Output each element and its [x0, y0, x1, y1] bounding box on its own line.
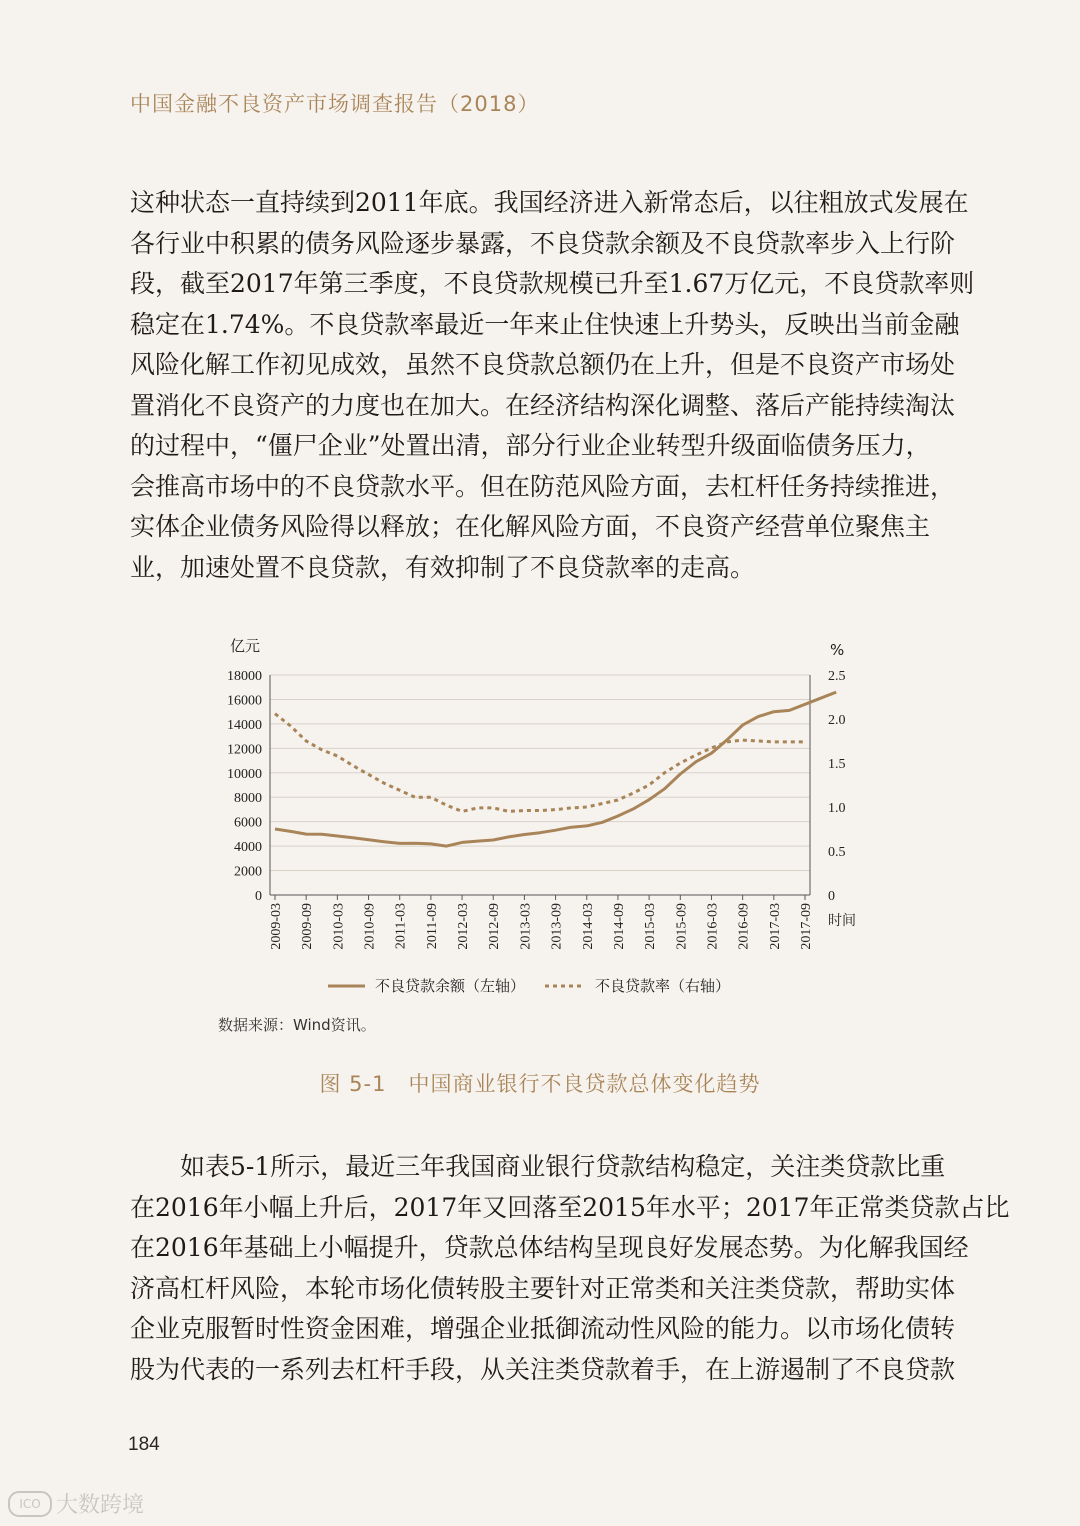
- x-tick-label: 2014-09: [611, 903, 627, 950]
- text-line: 段，截至2017年第三季度，不良贷款规模已升至1.67万亿元，不良贷款率则: [130, 269, 975, 298]
- x-tick-label: 2011-03: [393, 903, 409, 950]
- left-tick-label: 14000: [227, 717, 262, 733]
- running-header: 中国金融不良资产市场调查报告（2018）: [130, 92, 540, 116]
- npl-trend-chart: [200, 625, 900, 1045]
- x-tick-label: 2016-03: [705, 903, 721, 950]
- x-tick-label: 2010-03: [331, 903, 347, 950]
- text-line: 如表5-1所示，最近三年我国商业银行贷款结构稳定，关注类贷款比重: [130, 1152, 946, 1181]
- watermark: [8, 1488, 144, 1519]
- body-paragraph-2: [130, 1147, 1010, 1390]
- text-line: 各行业中积累的债务风险逐步暴露，不良贷款余额及不良贷款率步入上行阶: [130, 228, 956, 258]
- text-line: 置消化不良资产的力度也在加大。在经济结构深化调整、落后产能持续淘汰: [130, 390, 956, 420]
- left-tick-label: 16000: [227, 693, 262, 709]
- left-tick-label: 2000: [234, 864, 262, 880]
- page-number: 184: [128, 1434, 160, 1455]
- body-paragraph-1: [130, 183, 975, 588]
- right-tick-label: 2.5: [828, 669, 846, 684]
- text-line: 股为代表的一系列去杠杆手段，从关注类贷款着手，在上游遏制了不良贷款: [130, 1354, 956, 1384]
- x-tick-label: 2017-09: [799, 903, 814, 950]
- text-line: 企业克服暂时性资金困难，增强企业抵御流动性风险的能力。以市场化债转: [130, 1314, 956, 1343]
- x-tick-label: 2013-03: [518, 903, 534, 950]
- text-line: 在2016年基础上小幅提升，贷款总体结构呈现良好发展态势。为化解我国经: [130, 1233, 969, 1262]
- x-tick-label: 2012-09: [487, 903, 503, 950]
- series-line-npl-balance: [275, 692, 836, 846]
- x-tick-label: 2017-03: [767, 903, 783, 950]
- left-tick-label: 12000: [227, 742, 262, 758]
- figure-caption: 图 5-1 中国商业银行不良贷款总体变化趋势: [319, 1072, 761, 1096]
- text-line: 这种状态一直持续到2011年底。我国经济进入新常态后，以往粗放式发展在: [130, 188, 969, 217]
- x-tick-label: 2012-03: [456, 903, 472, 950]
- x-tick-label: 2010-09: [362, 903, 378, 950]
- x-tick-label: 2015-03: [643, 903, 659, 950]
- right-tick-label: 2.0: [828, 713, 846, 728]
- text-line: 实体企业债务风险得以释放；在化解风险方面，不良资产经营单位聚焦主: [130, 512, 931, 541]
- x-axis-label: 时间: [828, 913, 856, 929]
- left-tick-label: 18000: [227, 669, 262, 684]
- text-line: 在2016年小幅上升后，2017年又回落至2015年水平；2017年正常类贷款占比: [130, 1192, 1010, 1222]
- x-tick-label: 2013-09: [549, 903, 565, 950]
- left-tick-label: 10000: [227, 766, 262, 782]
- x-tick-label: 2009-03: [269, 903, 284, 950]
- watermark-logo-icon: ICO: [8, 1491, 52, 1517]
- right-tick-label: 0.5: [828, 845, 846, 860]
- left-tick-label: 8000: [234, 791, 262, 807]
- text-line: 稳定在1.74%。不良贷款率最近一年来止住快速上升势头，反映出当前金融: [130, 309, 960, 339]
- watermark-text: 大数跨境: [56, 1493, 145, 1518]
- x-tick-label: 2015-09: [674, 903, 690, 950]
- text-line: 的过程中，“僵尸企业”处置出清，部分行业企业转型升级面临债务压力，: [130, 431, 931, 460]
- legend-label-npl-balance: 不良贷款余额（左轴）: [375, 977, 526, 995]
- left-axis-unit: 亿元: [230, 637, 261, 655]
- right-tick-label: 0: [828, 889, 835, 904]
- legend-label-npl-ratio: 不良贷款率（右轴）: [595, 977, 731, 995]
- left-tick-label: 4000: [234, 840, 262, 856]
- text-line: 会推高市场中的不良贷款水平。但在防范风险方面，去杠杆任务持续推进，: [130, 471, 956, 501]
- text-line: 业，加速处置不良贷款，有效抑制了不良贷款率的走高。: [130, 552, 756, 582]
- x-tick-label: 2011-09: [424, 903, 440, 950]
- right-tick-label: 1.5: [828, 757, 846, 772]
- text-line: 风险化解工作初见成效，虽然不良贷款总额仍在上升，但是不良资产市场处: [130, 350, 956, 379]
- left-tick-label: 6000: [234, 815, 262, 831]
- x-tick-label: 2016-09: [736, 903, 752, 950]
- data-source-note: 数据来源：Wind资讯。: [218, 1016, 376, 1034]
- text-line: 济高杠杆风险，本轮市场化债转股主要针对正常类和关注类贷款，帮助实体: [130, 1273, 956, 1303]
- right-axis-unit: %: [830, 641, 845, 659]
- right-tick-label: 1.0: [828, 801, 846, 816]
- x-tick-label: 2009-09: [300, 903, 316, 950]
- x-tick-label: 2014-03: [580, 903, 596, 950]
- left-tick-label: 0: [255, 889, 262, 904]
